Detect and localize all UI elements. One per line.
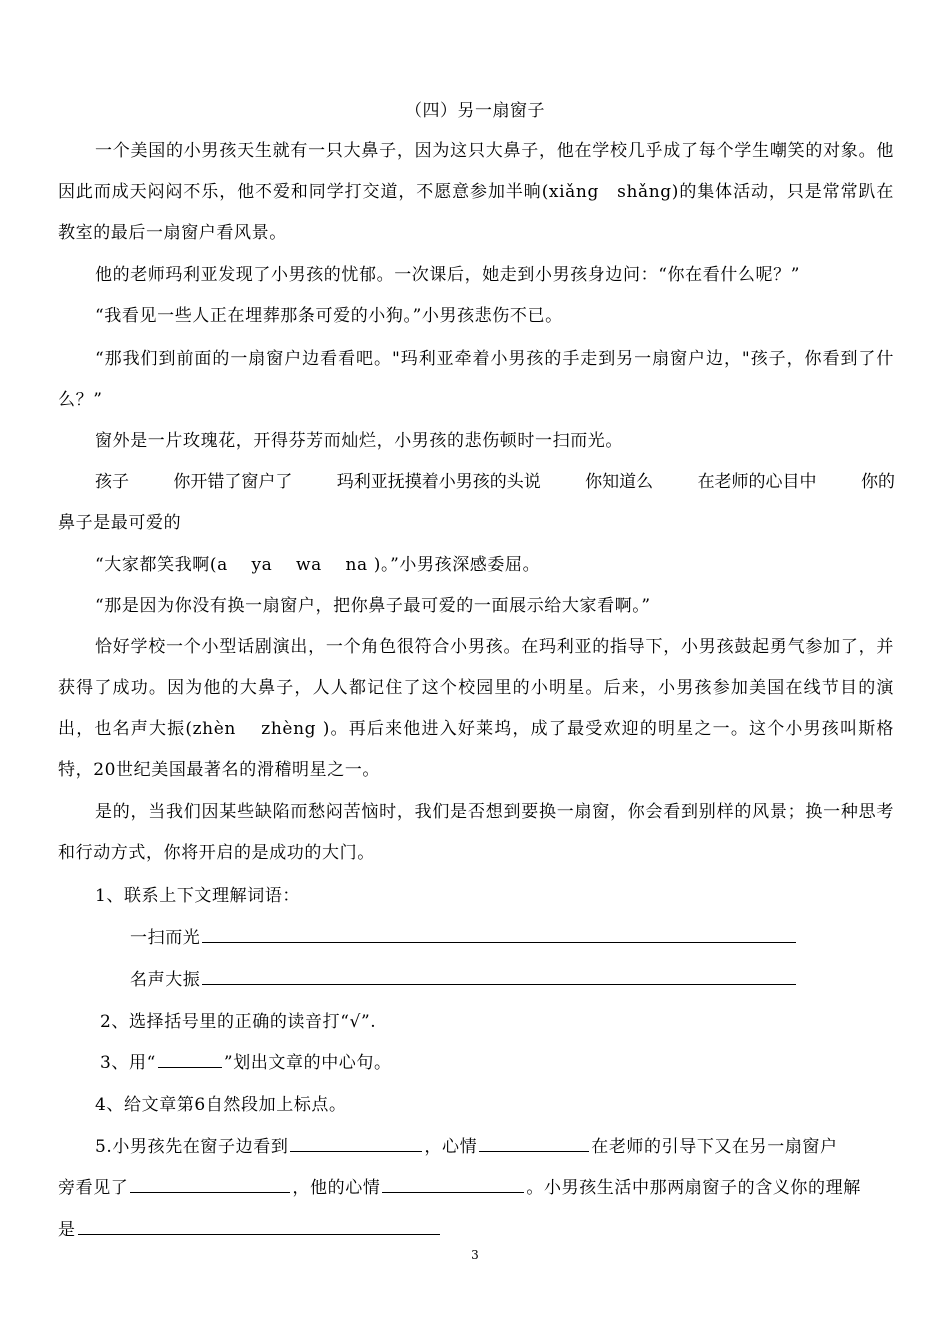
question-5-text: 旁看见了 <box>58 1178 129 1198</box>
answer-blank[interactable] <box>202 962 796 985</box>
question-5-line-1 <box>95 1127 838 1168</box>
paragraph-7: “大家都笑我啊(a ya wa na )。”小男孩深感委屈。 <box>95 555 541 575</box>
answer-blank[interactable] <box>78 1212 440 1235</box>
paragraph-8: “那是因为你没有换一扇窗户，把你鼻子最可爱的一面展示给大家看啊。” <box>95 596 651 616</box>
question-5-text: 5.小男孩先在窗子边看到 <box>95 1137 289 1157</box>
question-1-item-2 <box>130 960 798 1001</box>
question-5-line-2 <box>58 1168 861 1209</box>
paragraph-1: 一个美国的小男孩天生就有一只大鼻子，因为这只大鼻子，他在学校几乎成了每个学生嘲笑的对象。他因此而成天闷闷不乐，他不爱和同学打交道，不愿意参加半晌(xiǎng shǎng)的集体活动，只是常常趴在教室的最后一扇窗户看风景。 <box>58 141 894 243</box>
vocab-word: 一扫而光 <box>130 928 201 948</box>
paragraph-6-line-2: 鼻子是最可爱的 <box>58 513 182 533</box>
question-4: 4、给文章第6自然段加上标点。 <box>95 1095 347 1115</box>
question-5-text: ，心情 <box>424 1137 478 1157</box>
paragraph-9: 恰好学校一个小型话剧演出，一个角色很符合小男孩。在玛利亚的指导下，小男孩鼓起勇气参加了，并获得了成功。因为他的大鼻子，人人都记住了这个校园里的小明星。后来，小男孩参加美国在线节目的演出，也名声大振(zhèn zhèng )。再后来他进入好莱坞，成了最受欢迎的明星之一。这个小男孩叫斯格特，20世纪美国最著名的滑稽明星之一。 <box>58 637 894 780</box>
vocab-word: 名声大振 <box>130 970 201 990</box>
page-number: 3 <box>471 1248 479 1262</box>
question-1-item-1 <box>130 918 798 959</box>
question-5-text: 是 <box>58 1220 76 1240</box>
question-2: 2、选择括号里的正确的读音打“√”. <box>100 1012 377 1032</box>
answer-blank[interactable] <box>290 1129 422 1152</box>
answer-blank[interactable] <box>479 1129 589 1152</box>
question-5-line-3 <box>58 1210 442 1251</box>
phrase: 你知道么 <box>585 472 654 492</box>
paragraph-5: 窗外是一片玫瑰花，开得芬芳而灿烂，小男孩的悲伤顿时一扫而光。 <box>95 431 623 451</box>
question-3-prefix: 3、用“ <box>100 1053 156 1073</box>
paragraph-4: “那我们到前面的一扇窗户边看看吧。"玛利亚牵着小男孩的手走到另一扇窗户边，"孩子，你看到了什么？” <box>58 349 894 410</box>
question-3 <box>100 1043 392 1084</box>
question-1: 1、联系上下文理解词语： <box>95 886 301 906</box>
paragraph-2: 他的老师玛利亚发现了小男孩的忧郁。一次课后，她走到小男孩身边问：“你在看什么呢？” <box>95 265 800 285</box>
phrase: 玛利亚抚摸着小男孩的头说 <box>336 472 541 492</box>
underline-sample <box>158 1045 222 1068</box>
question-5-text: ，他的心情 <box>292 1178 381 1198</box>
phrase: 你开错了窗户了 <box>173 472 293 492</box>
answer-blank[interactable] <box>130 1170 290 1193</box>
phrase: 在老师的心目中 <box>697 472 817 492</box>
question-5-text: 在老师的引导下又在另一扇窗户 <box>591 1137 838 1157</box>
paragraph-3: “我看见一些人正在埋葬那条可爱的小狗。”小男孩悲伤不已。 <box>95 306 563 326</box>
answer-blank[interactable] <box>382 1170 524 1193</box>
answer-blank[interactable] <box>202 920 796 943</box>
paragraph-6-line-1 <box>95 462 895 503</box>
phrase: 你的 <box>860 472 895 492</box>
question-3-suffix: ”划出文章的中心句。 <box>223 1053 392 1073</box>
paragraph-10: 是的，当我们因某些缺陷而愁闷苦恼时，我们是否想到要换一扇窗，你会看到别样的风景；换一种思考和行动方式，你将开启的是成功的大门。 <box>58 802 894 863</box>
page-title: （四）另一扇窗子 <box>405 101 545 121</box>
question-5-text: 。小男孩生活中那两扇窗子的含义你的理解 <box>526 1178 861 1198</box>
phrase: 孩子 <box>95 472 129 492</box>
